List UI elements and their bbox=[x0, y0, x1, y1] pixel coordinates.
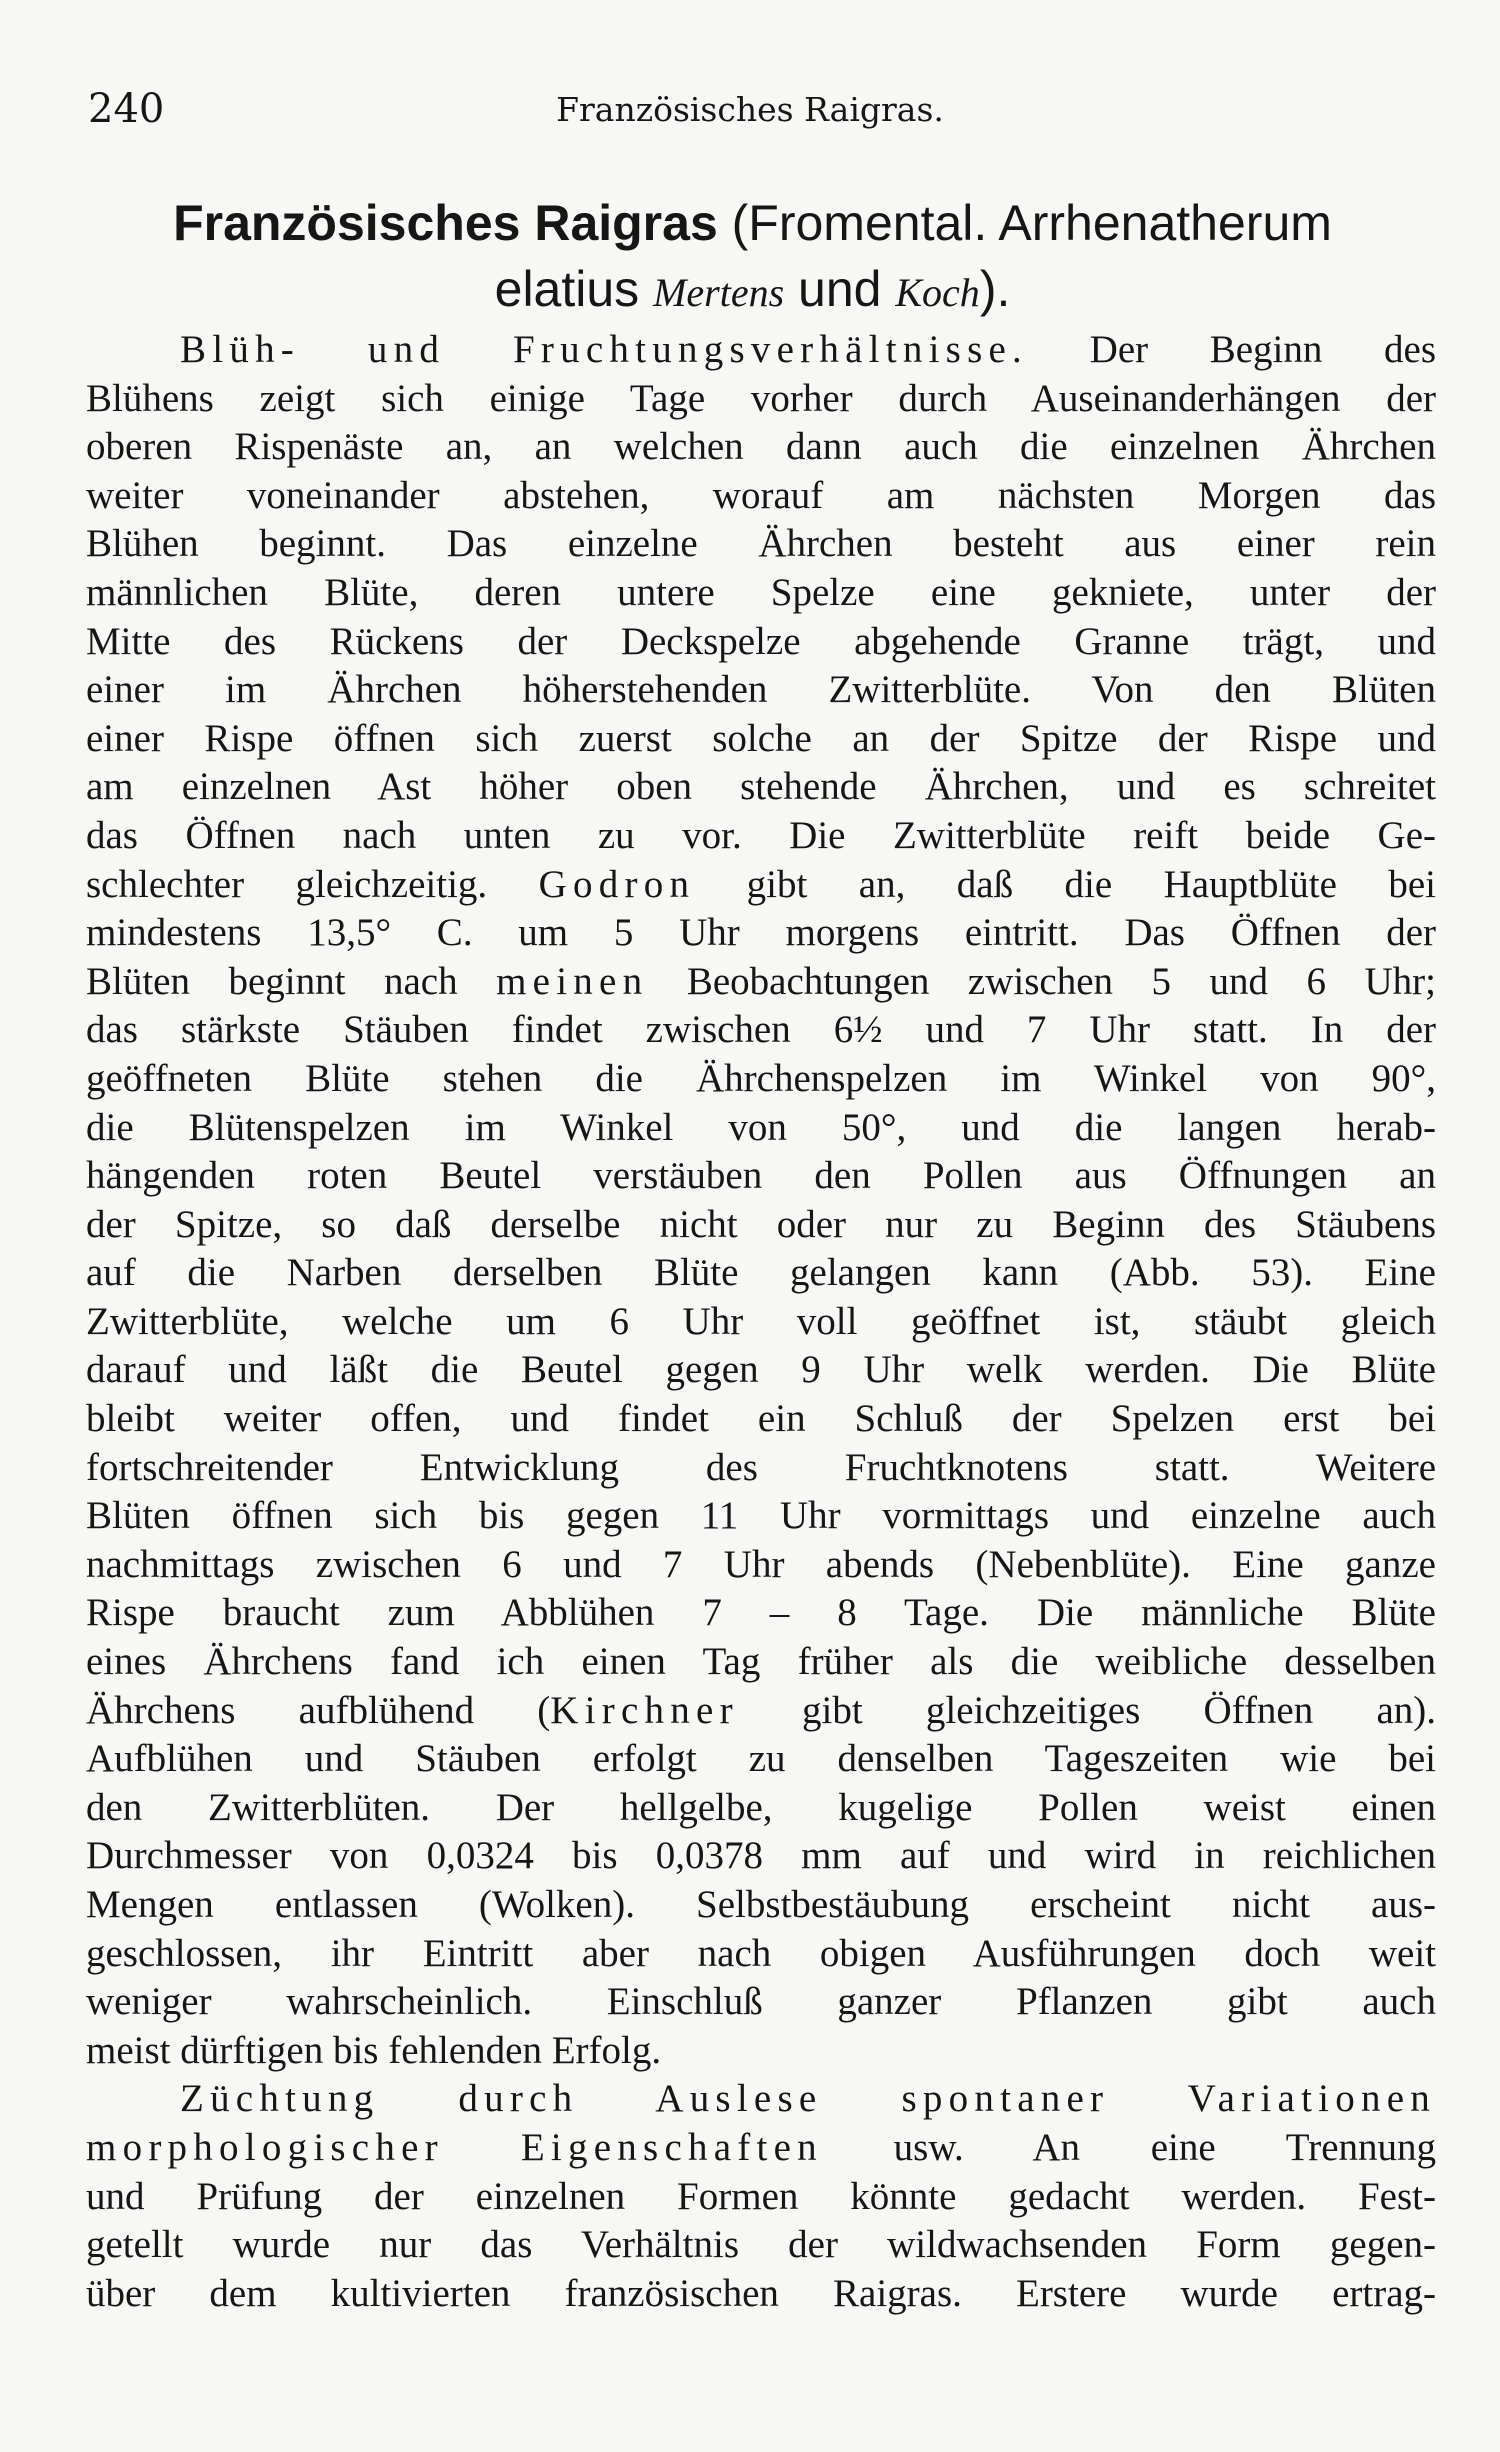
paragraph-heading-eigenschaften: morphologischer Eigenschaften bbox=[86, 2125, 823, 2169]
page-number: 240 bbox=[88, 86, 165, 132]
text-line: Zwitterblüte, welche um 6 Uhr voll geöffnet ist, stäubt gleich bbox=[86, 1299, 1436, 1343]
text-line: und Prüfung der einzelnen Formen könnte gedacht werden. Fest- bbox=[86, 2174, 1436, 2218]
text-line: darauf und läßt die Beutel gegen 9 Uhr welk werden. Die Blüte bbox=[86, 1348, 1436, 1392]
text-line: Blühen beginnt. Das einzelne Ährchen besteht aus einer rein bbox=[86, 522, 1436, 566]
text-line: Blühens zeigt sich einige Tage vorher durch Auseinanderhängen der bbox=[86, 376, 1436, 420]
text-line: am einzelnen Ast höher oben stehende Ährchen, und es schreitet bbox=[86, 765, 1436, 809]
text-line: morphologischer Eigenschaften usw. An eine Trennung bbox=[86, 2125, 1437, 2169]
section-title bbox=[80, 190, 1425, 326]
text-line: fortschreitender Entwicklung des Fruchtknotens statt. Weitere bbox=[86, 1445, 1436, 1489]
text-line: männlichen Blüte, deren untere Spelze eine gekniete, unter der bbox=[86, 570, 1436, 614]
text-line: über dem kultivierten französischen Raigras. Erstere wurde ertrag- bbox=[86, 2271, 1436, 2315]
title-paren: (Fromental. Arrhenatherum bbox=[717, 195, 1332, 251]
text-line: eines Ährchens fand ich einen Tag früher als die weibliche desselben bbox=[86, 1640, 1436, 1684]
title-author-mertens: Mertens bbox=[653, 270, 785, 315]
paragraph-heading-zuechtung: Züchtung durch Auslese spontaner Variationen bbox=[180, 2077, 1436, 2121]
title-close: ). bbox=[979, 261, 1011, 317]
text-line: hängenden roten Beutel verstäuben den Pollen aus Öffnungen an bbox=[86, 1154, 1436, 1198]
text-line: die Blütenspelzen im Winkel von 50°, und die langen herab- bbox=[86, 1105, 1436, 1149]
author-kirchner: Kirchner bbox=[550, 1688, 739, 1732]
text-line: Mengen entlassen (Wolken). Selbstbestäubung erscheint nicht aus- bbox=[86, 1883, 1436, 1926]
text-line bbox=[86, 2075, 1436, 2124]
page-header bbox=[0, 86, 1500, 136]
text-line: der Spitze, so daß derselbe nicht oder nur zu Beginn des Stäubens bbox=[86, 1202, 1436, 1246]
text-line: einer im Ährchen höherstehenden Zwitterblüte. Von den Blüten bbox=[86, 668, 1436, 712]
text-line: Mitte des Rückens der Deckspelze abgehende Granne trägt, und bbox=[86, 619, 1436, 663]
text-line: Blüten beginnt nach meinen Beobachtungen zwischen 5 und 6 Uhr; bbox=[86, 959, 1436, 1003]
text-line: bleibt weiter offen, und findet ein Schluß der Spelzen erst bei bbox=[86, 1397, 1436, 1441]
text-line: geschlossen, ihr Eintritt aber nach obigen Ausführungen doch weit bbox=[86, 1931, 1436, 1975]
text-line: Ährchens aufblühend (Kirchner gibt gleichzeitiges Öffnen an). bbox=[86, 1688, 1436, 1732]
text-line: das Öffnen nach unten zu vor. Die Zwitterblüte reift beide Ge- bbox=[86, 813, 1436, 857]
title-line-2 bbox=[80, 256, 1425, 326]
text-line: weniger wahrscheinlich. Einschluß ganzer Pflanzen gibt auch bbox=[86, 1980, 1436, 2024]
body-text bbox=[86, 326, 1436, 2318]
text-line: Rispe braucht zum Abblühen 7 – 8 Tage. Die männliche Blüte bbox=[86, 1591, 1436, 1635]
text-line: weiter voneinander abstehen, worauf am nächsten Morgen das bbox=[86, 473, 1436, 517]
text-line: Aufblühen und Stäuben erfolgt zu denselben Tageszeiten wie bei bbox=[86, 1737, 1436, 1781]
text-line: schlechter gleichzeitig. Godron gibt an, daß die Hauptblüte bei bbox=[86, 862, 1437, 906]
paragraph-heading-bluehverhaeltnisse: Blüh- und Fruchtungsverhältnisse. bbox=[180, 328, 1029, 371]
author-godron: Godron bbox=[538, 862, 696, 906]
title-author-koch: Koch bbox=[895, 270, 980, 315]
title-line-1 bbox=[80, 190, 1425, 256]
text-line: auf die Narben derselben Blüte gelangen kann (Abb. 53). Eine bbox=[86, 1251, 1436, 1295]
running-head: Französisches Raigras. bbox=[556, 90, 944, 129]
text-line: oberen Rispenäste an, an welchen dann auch die einzelnen Ährchen bbox=[86, 425, 1436, 469]
text-line: Blüten öffnen sich bis gegen 11 Uhr vormittags und einzelne auch bbox=[86, 1494, 1436, 1538]
title-main: Französisches Raigras bbox=[173, 195, 718, 251]
text-line: das stärkste Stäuben findet zwischen 6½ und 7 Uhr statt. In der bbox=[86, 1008, 1436, 1052]
text-line: getellt wurde nur das Verhältnis der wildwachsenden Form gegen- bbox=[86, 2223, 1436, 2267]
text-line: mindestens 13,5° C. um 5 Uhr morgens eintritt. Das Öffnen der bbox=[86, 911, 1436, 955]
text-line: meist dürftigen bis fehlenden Erfolg. bbox=[86, 2028, 662, 2072]
text-line: einer Rispe öffnen sich zuerst solche an der Spitze der Rispe und bbox=[86, 716, 1436, 760]
title-und: und bbox=[784, 261, 896, 317]
emphasis-meinen: meinen bbox=[496, 959, 649, 1003]
text-line: Durchmesser von 0,0324 bis 0,0378 mm auf und wird in reichlichen bbox=[86, 1834, 1436, 1878]
title-species: elatius bbox=[494, 261, 654, 317]
text-line: nachmittags zwischen 6 und 7 Uhr abends (Nebenblüte). Eine ganze bbox=[86, 1542, 1436, 1586]
text-line: geöffneten Blüte stehen die Ährchenspelzen im Winkel von 90°, bbox=[86, 1056, 1436, 1100]
text-line: Blüh- und Fruchtungsverhältnisse. Der Beginn des bbox=[180, 328, 1436, 371]
text-line: den Zwitterblüten. Der hellgelbe, kugelige Pollen weist einen bbox=[86, 1785, 1436, 1829]
